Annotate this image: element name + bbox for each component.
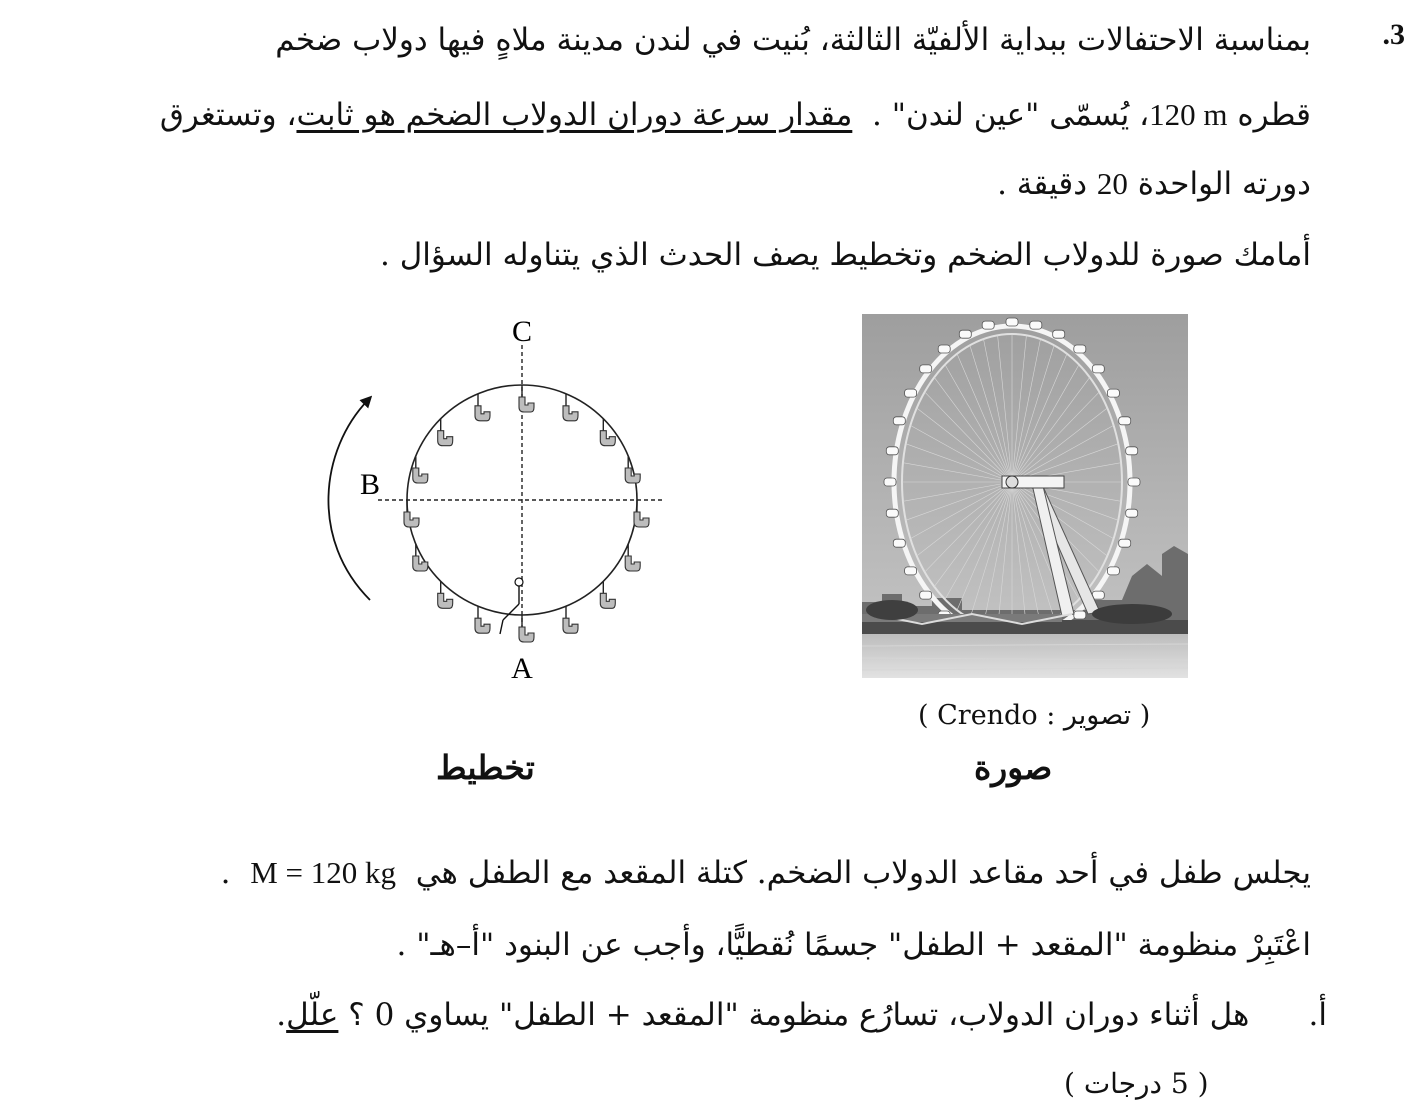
seat-icon bbox=[625, 544, 640, 571]
intro-minutes-unit: دقيقة . bbox=[997, 166, 1088, 202]
intro-name-text: ، يُسمّى "عين لندن" . bbox=[872, 97, 1150, 133]
body-line-1 bbox=[221, 853, 1311, 893]
seat-icon bbox=[600, 581, 615, 608]
intro-minutes-value: 20 bbox=[1096, 166, 1128, 201]
ferris-wheel-diagram bbox=[300, 310, 680, 690]
question-number: .3 bbox=[1382, 18, 1405, 51]
body-mass-sentence: يجلس طفل في أحد مقاعد الدولاب الضخم. كتلة المقعد مع الطفل هي bbox=[415, 855, 1311, 891]
item-a-points: ( 5 درجات ) bbox=[1064, 1067, 1209, 1100]
intro-constant-speed-statement: مقدار سرعة دوران الدولاب الضخم هو ثابت bbox=[296, 97, 853, 133]
item-a bbox=[276, 995, 1327, 1035]
intro-line-1: بمناسبة الاحتفالات ببداية الألفيّة الثالثة، بُنيت في لندن مدينة ملاهٍ فيها دولاب ضخم bbox=[275, 22, 1311, 58]
photo-caption: صورة bbox=[974, 748, 1053, 787]
label-b: B bbox=[359, 468, 381, 501]
seat-icon bbox=[519, 615, 534, 642]
label-a: A bbox=[511, 652, 533, 685]
seat-icon bbox=[413, 456, 428, 483]
diagram-caption: تخطيط bbox=[436, 748, 535, 787]
london-eye-photo bbox=[862, 314, 1188, 678]
seat-icon bbox=[475, 394, 490, 421]
intro-diameter-value: 120 m bbox=[1149, 97, 1228, 132]
body-line-2: اعْتَبِرْ منظومة "المقعد + الطفل" جسمًا نُقطيًّا، وأجب عن البنود "أ–هـ" . bbox=[396, 927, 1311, 963]
photo-credit: ( تصوير : Crendo ) bbox=[918, 700, 1151, 731]
item-a-letter: أ. bbox=[1308, 997, 1327, 1033]
intro-line-4: أمامك صورة للدولاب الضخم وتخطيط يصف الحدث الذي يتناوله السؤال . bbox=[380, 237, 1311, 273]
item-a-end: . bbox=[276, 997, 287, 1033]
item-a-question: هل أثناء دوران الدولاب، تسارُع منظومة "المقعد + الطفل" يساوي 0 ؟ bbox=[348, 997, 1250, 1033]
intro-line-3 bbox=[997, 164, 1311, 204]
seat-icon bbox=[438, 419, 453, 446]
seats-group bbox=[404, 385, 649, 642]
label-c: C bbox=[511, 315, 533, 348]
seat-icon bbox=[519, 385, 534, 412]
child-figure-icon bbox=[500, 578, 523, 634]
body-mass-value: M = 120 kg bbox=[250, 855, 396, 890]
item-a-justify: علّل bbox=[286, 997, 339, 1033]
intro-diameter-label: قطره bbox=[1237, 97, 1311, 133]
intro-duration-lead: ، وتستغرق bbox=[159, 97, 297, 133]
intro-revolution-label: دورته الواحدة bbox=[1137, 166, 1311, 202]
body-line-1-end: . bbox=[220, 855, 231, 891]
seat-icon bbox=[404, 500, 419, 527]
intro-line-2 bbox=[160, 95, 1311, 135]
seat-icon bbox=[413, 544, 428, 571]
seat-icon bbox=[563, 606, 578, 633]
